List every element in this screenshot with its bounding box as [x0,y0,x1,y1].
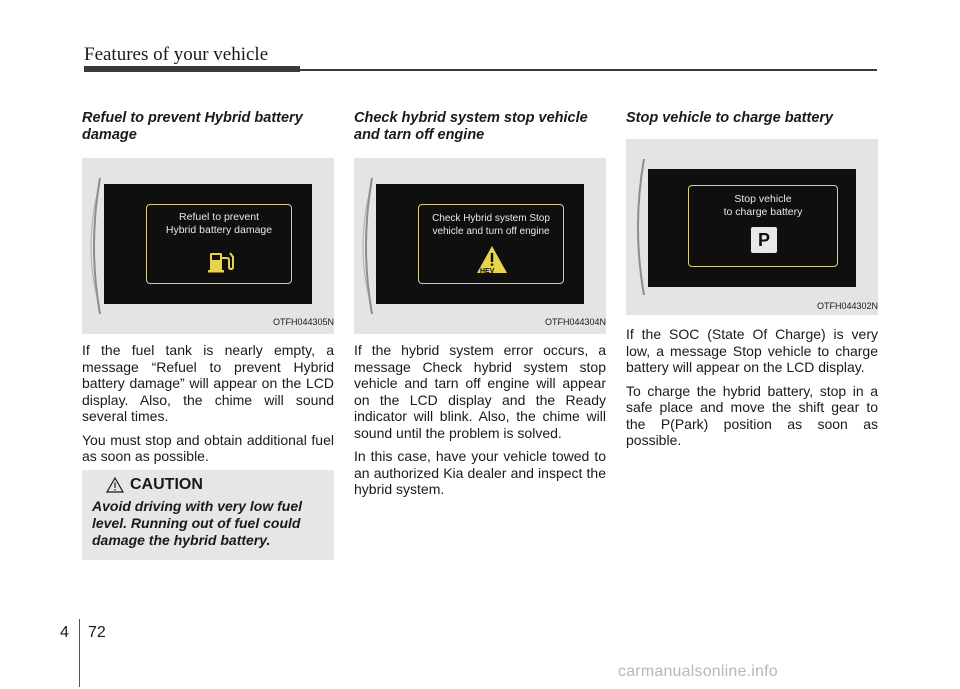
paragraph: If the hybrid system error occurs, a message Check hybrid system stop vehicle and tarn off engine will appear on the LCD display and the Ready indicator will blink. Also, the chime will sound until the problem is solved. [354,342,606,441]
message-frame [146,204,292,284]
header-rule-thick [84,66,300,72]
message-frame [688,185,838,267]
figure-code: OTFH044302N [816,301,878,311]
page-number: 72 [88,624,106,641]
chapter-number: 4 [60,624,69,641]
page-number-divider [79,619,80,687]
lcd-display [648,169,856,287]
cluster-bezel-icon [626,139,648,315]
section-body [82,342,334,472]
section-refuel [82,110,334,548]
paragraph: If the fuel tank is nearly empty, a message “Refuel to prevent Hybrid battery damage” will appear on the LCD display. Also, the chime will sound several times. [82,342,334,424]
section-body [626,326,878,456]
display-line-1: Refuel to prevent [179,211,259,223]
section-title: Refuel to prevent Hybrid battery damage [82,110,303,143]
lcd-display [104,184,312,304]
cluster-bezel-icon [354,158,376,334]
fuel-pump-icon [207,247,235,275]
display-line-2: vehicle and turn off engine [432,226,550,237]
figure-code: OTFH044304N [544,317,606,327]
figure-code: OTFH044305N [272,317,334,327]
display-line-2: to charge battery [723,206,803,218]
section-title: Check hybrid system stop vehicle and tarn off engine [354,110,588,143]
message-frame [418,204,564,284]
header-rule-thin [300,69,877,71]
display-line-2: Hybrid battery damage [165,224,273,236]
hev-label: HEV [480,268,495,275]
lcd-figure-refuel [82,158,334,334]
watermark: carmanualsonline.info [618,663,778,680]
display-line-1: Stop vehicle [734,193,792,205]
paragraph: You must stop and obtain additional fuel as soon as possible. [82,431,334,464]
park-p-icon [751,227,777,253]
caution-text: Avoid driving with very low fuel level. Running out of fuel could damage the hybrid battery. [92,498,303,548]
section-body [354,342,606,505]
section-title: Stop vehicle to charge battery [626,110,834,126]
display-line-1: Check Hybrid system Stop [432,213,550,224]
cluster-bezel-icon [82,158,104,334]
paragraph: If the SOC (State Of Charge) is very low, a message Stop vehicle to charge battery will appear on the LCD display. [626,326,878,375]
paragraph: To charge the hybrid battery, stop in a safe place and move the shift gear to the P(Park) position as soon as possible. [626,382,878,448]
warning-triangle-icon [106,477,124,493]
park-p-letter: P [757,229,770,250]
paragraph: In this case, have your vehicle towed to an authorized Kia dealer and inspect the hybrid system. [354,448,606,497]
header-title: Features of your vehicle [84,44,269,65]
section-check-hybrid [354,110,606,497]
caution-title: CAUTION [130,476,203,493]
lcd-figure-check-hybrid [354,158,606,334]
lcd-display [376,184,584,304]
section-stop-charge [626,110,878,448]
caution-box [82,470,334,560]
lcd-figure-stop-charge [626,139,878,315]
